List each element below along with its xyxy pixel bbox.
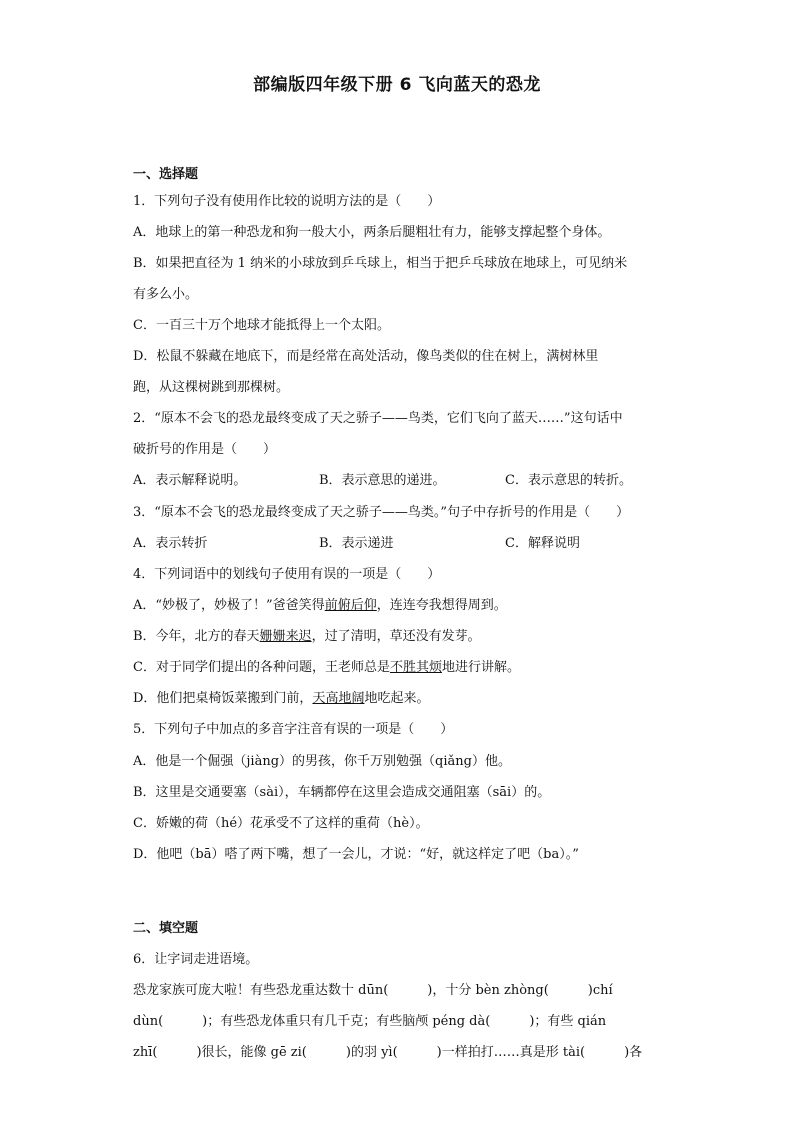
q2-option-a: A．表示解释说明。 <box>133 473 247 488</box>
q4-option-b <box>133 629 673 645</box>
q4-a-text-end: ，连连夸我想得周到。 <box>376 598 507 613</box>
q4-a-text: A．“妙极了，妙极了！”爸爸笑得 <box>133 598 325 613</box>
q2-stem-line2: 破折号的作用是（ ） <box>133 442 277 457</box>
q4-option-c <box>133 660 673 676</box>
q4-d-text-end: 地吃起来。 <box>364 691 430 706</box>
q1-option-d-line2: 跑，从这棵树跳到那棵树。 <box>133 380 290 395</box>
section-heading-fill: 二、填空题 <box>133 921 199 936</box>
q4-stem: 4．下列词语中的划线句子使用有误的一项是（ ） <box>133 567 441 582</box>
q6-line2: dùn( )；有些恐龙体重只有几千克；有些脑颅 péng dà( )；有些 qián <box>133 1014 607 1029</box>
q3-option-c: C．解释说明 <box>505 536 580 551</box>
q1-option-c: C．一百三十万个地球才能抵得上一个太阳。 <box>133 318 390 333</box>
q5-option-d: D．他吧（bā）嗒了两下嘴，想了一会儿，才说：“好，就这样定了吧（ba）。” <box>133 847 579 862</box>
q3-stem: 3．“原本不会飞的恐龙最终变成了天之骄子——鸟类。”句子中存折号的作用是（ ） <box>133 505 630 520</box>
q4-option-d <box>133 691 673 707</box>
q4-c-underlined: 不胜其烦 <box>389 660 442 675</box>
q1-stem: 1．下列句子没有使用作比较的说明方法的是（ ） <box>133 194 441 209</box>
q3-option-a: A．表示转折 <box>133 536 208 551</box>
q4-b-text: B．今年，北方的春天 <box>133 629 260 644</box>
q4-b-underlined: 姗姗来迟 <box>259 629 312 644</box>
q4-c-text-end: 地进行讲解。 <box>441 660 520 675</box>
q4-d-text: D．他们把桌椅饭菜搬到门前， <box>133 691 313 706</box>
q6-stem: 6．让字词走进语境。 <box>133 952 259 967</box>
q2-options <box>133 473 673 489</box>
q5-option-a: A．他是一个倔强（jiàng）的男孩，你千万别勉强（qiǎng）他。 <box>133 754 511 769</box>
section-heading-choice: 一、选择题 <box>133 167 199 182</box>
q5-option-c: C．娇嫩的荷（hé）花承受不了这样的重荷（hè）。 <box>133 816 429 831</box>
q6-line3: zhī( )很长，能像 gē zi( )的羽 yì( )一样拍打……真是形 tài( )各 <box>133 1045 643 1060</box>
q3-options <box>133 536 673 552</box>
q5-stem: 5．下列句子中加点的多音字注音有误的一项是（ ） <box>133 722 454 737</box>
q2-stem-line1: 2．“原本不会飞的恐龙最终变成了天之骄子——鸟类，它们飞向了蓝天……”这句话中 <box>133 411 623 426</box>
q4-b-text-end: ，过了清明，草还没有发芽。 <box>311 629 481 644</box>
q1-option-a: A．地球上的第一种恐龙和狗一般大小，两条后腿粗壮有力，能够支撑起整个身体。 <box>133 225 611 240</box>
q4-a-underlined: 前俯后仰 <box>324 598 377 613</box>
q2-option-b: B．表示意思的递进。 <box>319 473 446 488</box>
q2-option-c: C．表示意思的转折。 <box>505 473 632 488</box>
q6-line1: 恐龙家族可庞大啦！有些恐龙重达数十 dūn( )，十分 bèn zhòng( )chí <box>133 983 613 998</box>
q4-c-text: C．对于同学们提出的各种问题，王老师总是 <box>133 660 390 675</box>
q4-option-a <box>133 598 673 614</box>
page-title: 部编版四年级下册 6 飞向蓝天的恐龙 <box>253 75 541 95</box>
q1-option-b-line2: 有多么小。 <box>133 287 199 302</box>
q1-option-b-line1: B．如果把直径为 1 纳米的小球放到乒乓球上，相当于把乒乓球放在地球上，可见纳米 <box>133 256 628 271</box>
q4-d-underlined: 天高地阔 <box>312 691 365 706</box>
q3-option-b: B．表示递进 <box>319 536 394 551</box>
q5-option-b: B．这里是交通要塞（sài），车辆都停在这里会造成交通阻塞（sāi）的。 <box>133 785 551 800</box>
q1-option-d-line1: D．松鼠不躲藏在地底下，而是经常在高处活动，像鸟类似的住在树上，满树林里 <box>133 349 599 364</box>
